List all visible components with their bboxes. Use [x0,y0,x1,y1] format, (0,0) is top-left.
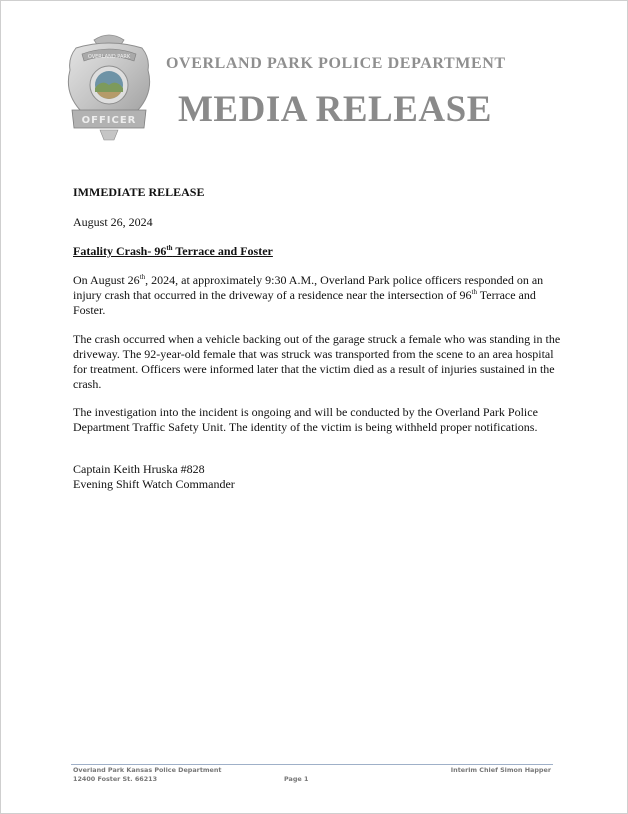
headline [73,244,563,259]
footer-chief: Interim Chief Simon Happer [450,766,551,774]
headline-suffix: Terrace and Foster [172,244,273,258]
signature-name: Captain Keith Hruska #828 [73,462,205,476]
paragraph-2: The crash occurred when a vehicle backing out of the garage struck a female who was standing in the driveway. The 92-year-old female that was struck was transported from the scene to an area hospital for treatment. Officers were informed later that the victim died as a result of injuries sustained in the crash. [73,332,561,391]
footer-divider [71,764,553,765]
media-release-title: MEDIA RELEASE [178,89,492,130]
headline-prefix: Fatality Crash- 96 [73,244,167,258]
paragraph-1-sup1: th [139,273,146,281]
release-date: August 26, 2024 [73,215,153,229]
signature-title: Evening Shift Watch Commander [73,477,235,491]
footer-org: Overland Park Kansas Police Department [73,766,222,774]
police-badge-logo [64,30,154,142]
footer-address: 12400 Foster St. 66213 [73,775,158,783]
badge-top-text: OVERLAND PARK [87,54,131,60]
release-type: IMMEDIATE RELEASE [73,185,205,199]
paragraph-3: The investigation into the incident is ongoing and will be conducted by the Overland Park Police Department Traffic Safety Unit. The identity of the victim is being withheld proper notifications. [73,405,538,434]
paragraph-1-a: On August 26 [73,273,140,287]
paragraph-1-c: Terrace and Foster. [73,288,536,317]
paragraph-1-b: , 2024, at approximately 9:30 A.M., Overland Park police officers responded on an injury crash that occurred in the driveway of a residence near the intersection of 96 [73,273,544,302]
badge-ribbon-text: OFFICER [81,115,137,126]
paragraph-1 [73,273,563,318]
paragraph-1-sup2: th [471,288,477,296]
footer-page-number: Page 1 [284,775,309,783]
department-name: OVERLAND PARK POLICE DEPARTMENT [166,55,506,72]
headline-sup: th [166,244,173,252]
